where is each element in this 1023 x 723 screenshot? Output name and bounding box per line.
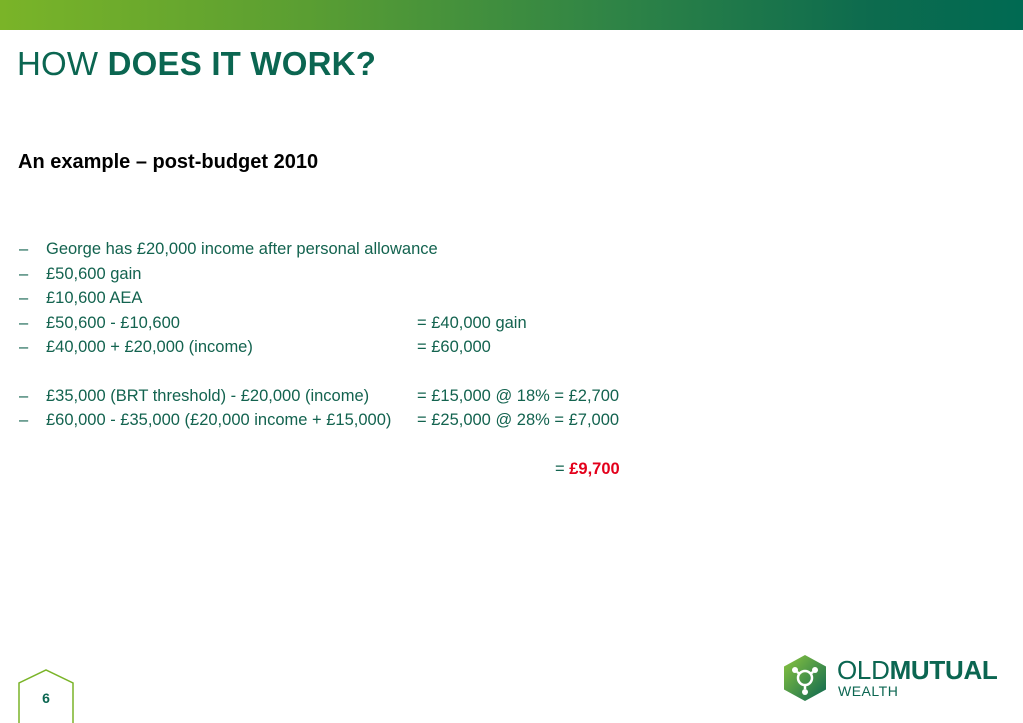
bullet-dash: – (19, 411, 29, 429)
logo-word-old: OLD (837, 655, 890, 685)
item-text: George has £20,000 income after personal allowance (46, 240, 438, 258)
old-mutual-wealth-logo (781, 654, 1001, 704)
item-result: = £60,000 (417, 338, 491, 356)
item-text: £50,600 gain (46, 265, 142, 283)
page-title-bold: DOES IT WORK? (107, 45, 377, 82)
item-text: £40,000 + £20,000 (income) (46, 338, 253, 356)
bullet-dash: – (19, 387, 29, 405)
total-value: £9,700 (569, 460, 620, 478)
page-number-badge (18, 669, 74, 723)
bullet-dash: – (19, 338, 29, 356)
item-result: = £40,000 gain (417, 314, 527, 332)
item-text: £10,600 AEA (46, 289, 143, 307)
bullet-dash: – (19, 265, 29, 283)
item-result: = £25,000 @ 28% = £7,000 (417, 411, 620, 429)
bullet-dash: – (19, 314, 29, 332)
logo-word-wealth: WEALTH (838, 683, 899, 699)
page-number: 6 (42, 690, 50, 706)
logo-wordmark (837, 655, 998, 685)
total-prefix: = (555, 460, 570, 478)
item-text: £60,000 - £35,000 (£20,000 income + £15,000) (46, 411, 392, 429)
bullet-dash: – (19, 240, 29, 258)
total-line (555, 457, 620, 481)
logo-word-mutual: MUTUAL (889, 655, 998, 685)
logo-emblem-icon (781, 654, 829, 702)
page-title-light: HOW (17, 45, 108, 82)
item-result: = £15,000 @ 18% = £2,700 (417, 387, 620, 405)
item-text: £35,000 (BRT threshold) - £20,000 (income) (46, 387, 370, 405)
section-subtitle: An example – post-budget 2010 (18, 151, 319, 173)
item-text: £50,600 - £10,600 (46, 314, 180, 332)
bullet-dash: – (19, 289, 29, 307)
